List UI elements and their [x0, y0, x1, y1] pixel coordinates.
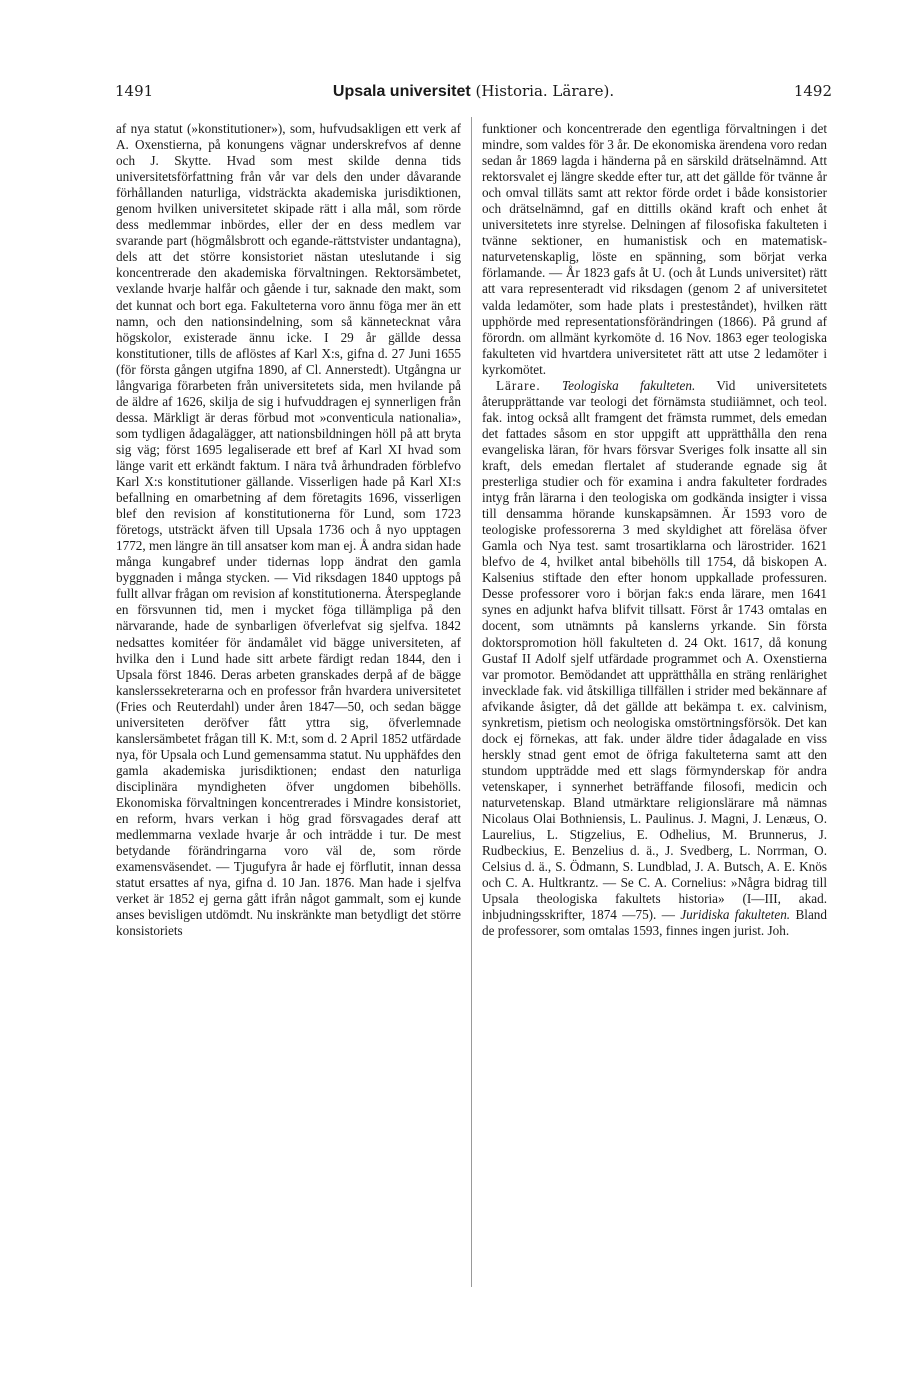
law-text: Bland de professorer, som omtalas 1593, finnes ingen jurist. Joh. — [482, 907, 827, 939]
page-header — [115, 82, 832, 106]
running-title — [115, 82, 832, 101]
title-subtitle: (Historia. Lärare). — [470, 82, 615, 100]
theology-text: Vid universitetets återupprättande var teologi det förnämsta studiiämnet, och teol. fak. intog också allt framgent det främsta rummet, dels emedan det fattades såsom en stor uppgift att upprätthålla den rena evangeliska läran, för hvars försvar Sveriges folk insatte all sin kraft, dels emedan flertalet af studerande egnade sig åt presterliga studier och för examina i andra fakulteter fordrades intyg från lärarna i den teologiska om godkända insigter i vissa till densamma hörande kunskapsämnen. Är 1593 voro de teologiske professorerna 3 med skyldighet att föreläsa öfver Gamla och Nya test. samt trosartiklarna och lärostrider. 1621 blefvo de 4, hvilket antal bibehölls till 1754, då biskopen A. Kalsenius stiftade den efter honom uppkallade professuren. Desse professorer voro i början fak:s enda lärare, men 1641 synes en adjunkt hafva blifvit tillsatt. Först år 1743 omtalas en docent, som utnämnts på kanslerns yrkande. Sin första doktorspromotion höll fakulteten d. 24 Okt. 1617, då konung Gustaf II Adolf sjelf utfärdade programmet och A. Oxenstierna var promotor. Bemödandet att upprätthålla en sträng renlärighet invecklade fak. vid åtskilliga tillfällen i strider med bekännare af afvikande åsigter, då det gällde att bekämpa t. ex. calvinism, synkretism, pietism och neologiska omstörtningsförsök. Det kan dock ej förnekas, att fak. under äldre tider ådagalade en viss herskly stnad gent emot de öfriga fakulteterna samt att den stundom uppträdde med ett slags förmynderskap för andra vetenskaper, i synnerhet beträffande filosofi, medicin och naturvetenskap. Bland utmärktare religionslärare må nämnas Nicolaus Olai Bothniensis, L. Paulinus. J. Magni, J. Lenæus, O. Laurelius, L. Stigzelius, E. Odhelius, M. Brunnerus, J. Rudbeckius, E. Benzelius d. ä., J. Svedberg, L. Norrman, O. Celsius d. ä., S. Ödmann, S. Lundblad, J. A. Butsch, A. E. Knös och C. A. Hultkrantz. — Se C. A. Cornelius: »Några bidrag till Upsala theologiska fakultets historia» (I—III, akad. inbjudningsskrifter, 1874 —75). — — [482, 377, 827, 923]
section-heading-law: Juridiska fakulteten. — [680, 907, 791, 923]
title-bold: Upsala universitet — [332, 83, 471, 100]
right-paragraph-2 — [482, 378, 827, 940]
left-column — [116, 121, 461, 1281]
page-number-right: 1492 — [793, 82, 832, 100]
column-divider — [471, 117, 472, 1287]
right-paragraph-1: funktioner och koncentrerade den egentliga förvaltningen i det mindre, som valdes för 3 år. De ekonomiska ärendena voro redan sedan år 1869 lagda i händerna på en särskild drätselnämnd. Att rektorsvalet ej längre skedde efter tur, att det gällde för tvänne år och omval tilläts samt att rektor förde ordet i både konsistorier och drätselnämnd, gaf en dittills okänd kraft och enhet åt universitetets inre styrelse. Delningen af filosofiska fakulteten i tvänne sektioner, en humanistisk och en matematisk-naturvetenskaplig, löste en spänning, som börjat verka förlamande. — År 1823 gafs åt U. (och åt Lunds universitet) rätt att vara representeradt vid riksdagen (genom 2 af universitetet valda ledamöter, som hade plats i presteståndet), hvilken rätt upphörde med representationsförändringen (1866). På grund af förordn. om allmänt kyrkomöte d. 16 Nov. 1863 eger teologiska fakulteten vid hvartdera universitetet rätt att utse 2 ledamöter i kyrkomötet. — [482, 121, 827, 377]
section-lead: Lärare. — [496, 377, 541, 393]
left-paragraph: af nya statut (»konstitutioner»), som, hufvudsakligen ett verk af A. Oxenstierna, på konungens vägnar underskrefvos af denne och J. Skytte. Hvad som mest skilde denna tids universitetsförfattning från vår var dels den under dåvarande förhållanden naturliga, vidsträckta akademiska jurisdiktionen, genom hvilken universitetet skipade rätt i alla mål, som rörde dess medlemmar inbördes, eller der en dess medlem var svarande part (högmålsbrott och egande-rättstvister undantagna), dels att det större konsistoriet nästan uteslutande i sig koncentrerade den akademiska förvaltningen. Rektorsämbetet, vexlande hvarje halfår och gående i tur, saknade den makt, som det kunnat och bort ega. Fakulteterna voro ännu föga mer än ett namn, och den nationsindelning, som så kännetecknat våra högskolor, existerade ännu icke. I 29 år gällde dessa konstitutioner, tills de aflöstes af Karl X:s, gifna d. 27 Juni 1655 (för första gången utgifna 1890, af Cl. Annerstedt). Utgångna ur långvariga förarbeten från universitetets sida, men hvilande på de äldre af 1626, skilja de sig i hufvuddragen ej synnerligen från dessa. Märkligt är deras förbud mot »conventicula nationalia», som tydligen ådagalägger, att nationsbildningen höll på att bryta sig väg; först 1695 legaliserade ett bref af Karl XI hvad som länge varit ett erkändt faktum. I nära två århundraden förblefvo Karl X:s konstitutioner gällande. Visserligen hade på Karl XI:s befallning en omarbetning af dem företagits 1696, visserligen blef den revision af konstitutionerna för Lund, som 1723 företogs, utsträckt äfven till Upsala 1736 och å nyo upptagen 1772, men längre än till ansatser kom man ej. Å andra sidan hade många kungabref under tidernas lopp ändrat den gamla byggnaden i många stycken. — Vid riksdagen 1840 upptogs på fullt allvar frågan om revision af konstitutionerna. Återspeglande en försvunnen tid, men i mycket föga tillämpliga på den närvarande, hade de synbarligen öfverlefvat sig sjelfva. 1842 nedsattes komitéer för ändamålet vid bägge universiteten, af hvilka den i Lund hade sitt arbete färdigt redan 1844, den i Upsala först 1846. Deras arbeten granskades derpå af de bägge kanslerssekreterarna och en professor från hvardera universitetet (Fries och Reuterdahl) under åren 1847—50, och sedan bägge universiteten deröfver fått yttra sig, öfverlemnade kanslersämbetet frågan till K. M:t, som d. 2 April 1852 utfärdade nya, för Upsala och Lund gemensamma statut. Nu upphäfdes den gamla akademiska jurisdiktionen; endast den naturliga disciplinära myndigheten öfver ungdomen bibehölls. Ekonomiska förvaltningen koncentrerades i Mindre konsistoriet, en reform, hvars verkan i hög grad försvagades deraf att medlemmarna vexlade hvarje år och inträdde i tur. De mest betydande förändringarna voro väl de, som rörde examensväsendet. — Tjugufyra år hade ej förflutit, innan dessa statut ersattes af nya, gifna d. 10 Jan. 1876. Man hade i sjelfva verket är 1852 ej gerna gått ifrån något gammalt, som ej kunde anses bevisligen utdömdt. Nu inskränkte man betydligt det större konsistoriets — [116, 121, 461, 939]
section-heading-theology: Teologiska fakulteten. — [562, 377, 696, 393]
page-number-left: 1491 — [115, 82, 154, 100]
right-column — [482, 121, 827, 1281]
